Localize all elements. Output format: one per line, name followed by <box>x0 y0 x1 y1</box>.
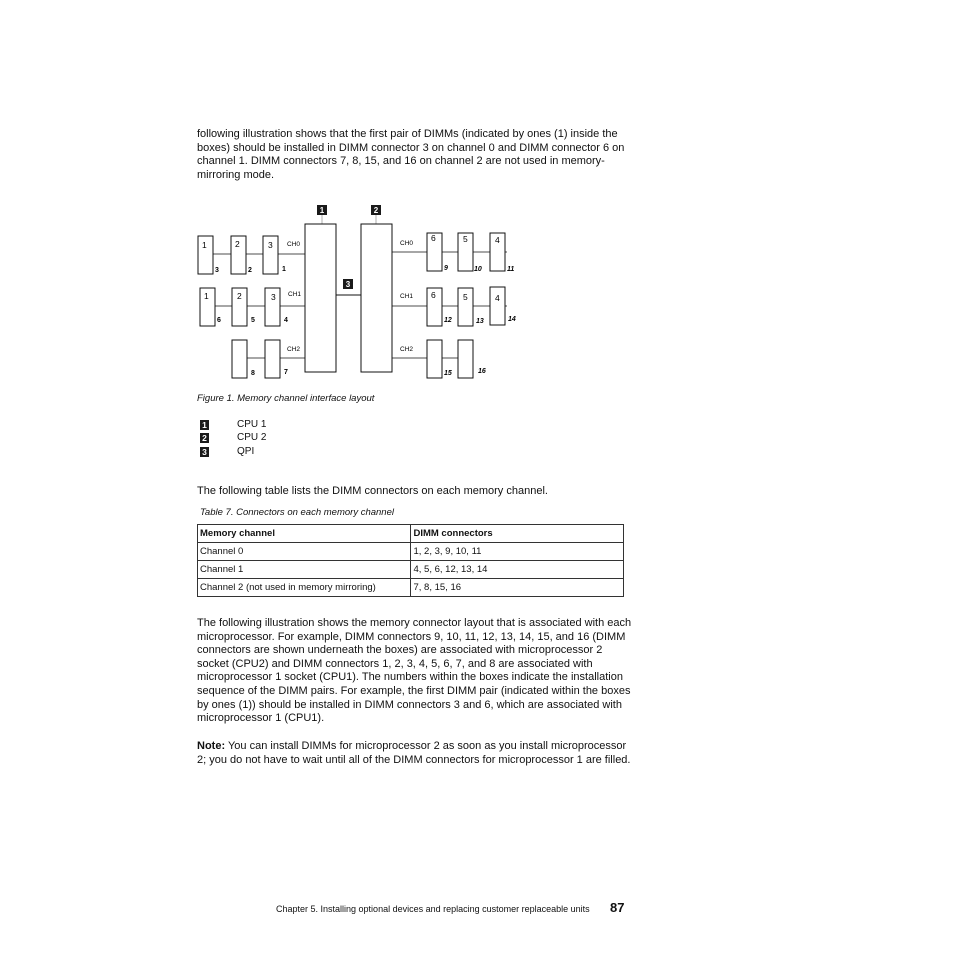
connector-number: 9 <box>444 265 448 272</box>
box-number: 2 <box>235 239 240 249</box>
channel-label: CH2 <box>287 346 301 353</box>
connector-number: 3 <box>215 267 219 274</box>
connector-number: 16 <box>478 368 486 375</box>
box-number: 5 <box>463 234 468 244</box>
layout-paragraph: The following illustration shows the memory connector layout that is associated with each microprocessor. For example, DIMM connectors 9, 10, 11, 12, 13, 14, 15, and 16 (DIMM connectors are shown underneath the boxes) are associated with microprocessor 2 socket (CPU2) and DIMM connectors 1, 2, 3, 4, 5, 6, 7, and 8 are associated with microprocessor 1 socket (CPU1). The numbers within the boxes indicate the installation sequence of the DIMM pairs. For example, the first DIMM pair (indicated within the boxes by ones (1)) should be installed in DIMM connectors 3 and 6, which are associated with microprocessor 1 (CPU1). <box>197 617 632 725</box>
cpu2-block <box>361 224 392 372</box>
channel-label: CH1 <box>400 293 414 300</box>
table-cell: 7, 8, 15, 16 <box>411 579 624 597</box>
table-row <box>198 561 624 579</box>
cpu1-block <box>305 224 336 372</box>
svg-text:1: 1 <box>319 206 325 215</box>
channel-label: CH0 <box>287 241 301 248</box>
connector-number: 5 <box>251 317 255 324</box>
svg-text:3: 3 <box>345 280 351 289</box>
table-row <box>198 543 624 561</box>
note-label: Note: <box>197 740 226 752</box>
table-cell: Channel 0 <box>198 543 411 561</box>
callout-marker: 1 <box>200 420 209 430</box>
connector-number: 11 <box>507 266 515 273</box>
connector-number: 7 <box>284 369 288 376</box>
channel-label: CH1 <box>288 291 302 298</box>
box-number: 1 <box>204 291 209 301</box>
callout-marker: 2 <box>200 433 209 443</box>
channel-label: CH2 <box>400 346 414 353</box>
dimm-connector-8 <box>232 340 247 378</box>
connector-number: 10 <box>474 266 482 273</box>
dimm-connector-15 <box>427 340 442 378</box>
intro-paragraph: following illustration shows that the first pair of DIMMs (indicated by ones (1) inside the boxes) should be installed in DIMM connector 3 on channel 0 and DIMM connector 6 on channel 1. DIMM connectors 7, 8, 15, and 16 on channel 2 are not used in memory-mirroring mode. <box>197 128 625 181</box>
box-number: 1 <box>202 240 207 250</box>
callout-cpu2-marker <box>371 205 381 215</box>
connector-number: 1 <box>282 266 286 273</box>
box-number: 5 <box>463 292 468 302</box>
table-cell: 4, 5, 6, 12, 13, 14 <box>411 561 624 579</box>
table-intro: The following table lists the DIMM connectors on each memory channel. <box>197 485 548 497</box>
box-number: 4 <box>495 235 500 245</box>
connector-number: 6 <box>217 317 221 324</box>
legend-label: CPU 2 <box>237 432 267 443</box>
dimm-connector-16 <box>458 340 473 378</box>
box-number: 3 <box>268 240 273 250</box>
table-cell: 1, 2, 3, 9, 10, 11 <box>411 543 624 561</box>
box-number: 6 <box>431 233 436 243</box>
legend-label: QPI <box>237 446 255 457</box>
callout-cpu1-marker <box>317 205 327 215</box>
column-header: DIMM connectors <box>411 525 624 543</box>
table-caption: Table 7. Connectors on each memory channel <box>200 507 394 518</box>
channel-label: CH0 <box>400 240 414 247</box>
legend-label: CPU 1 <box>237 419 267 430</box>
table-header-row <box>198 525 624 543</box>
memory-channel-diagram <box>190 198 530 384</box>
connector-number: 8 <box>251 370 255 377</box>
box-number: 3 <box>271 292 276 302</box>
column-header: Memory channel <box>198 525 411 543</box>
connector-number: 15 <box>444 370 452 377</box>
connector-number: 14 <box>508 316 516 323</box>
connector-number: 2 <box>248 267 252 274</box>
table-cell: Channel 2 (not used in memory mirroring) <box>198 579 411 597</box>
box-number: 6 <box>431 290 436 300</box>
table-row <box>198 579 624 597</box>
callout-qpi-marker <box>343 279 353 289</box>
dimm-connector-7 <box>265 340 280 378</box>
box-number: 4 <box>495 293 500 303</box>
callout-marker: 3 <box>200 447 209 457</box>
connector-number: 4 <box>284 317 288 324</box>
svg-text:2: 2 <box>373 206 379 215</box>
note-text: You can install DIMMs for microprocessor 2 as soon as you install microprocessor 2; you do not have to wait until all of the DIMM connectors for microprocessor 1 are filled. <box>197 740 631 766</box>
footer-chapter-title: Chapter 5. Installing optional devices and replacing customer replaceable units <box>276 904 590 914</box>
figure-caption: Figure 1. Memory channel interface layout <box>197 393 375 404</box>
box-number: 2 <box>237 291 242 301</box>
connector-number: 12 <box>444 317 452 324</box>
page-number: 87 <box>610 900 625 915</box>
table-cell: Channel 1 <box>198 561 411 579</box>
connectors-table <box>197 524 624 597</box>
connector-number: 13 <box>476 318 484 325</box>
note-paragraph <box>197 740 633 767</box>
